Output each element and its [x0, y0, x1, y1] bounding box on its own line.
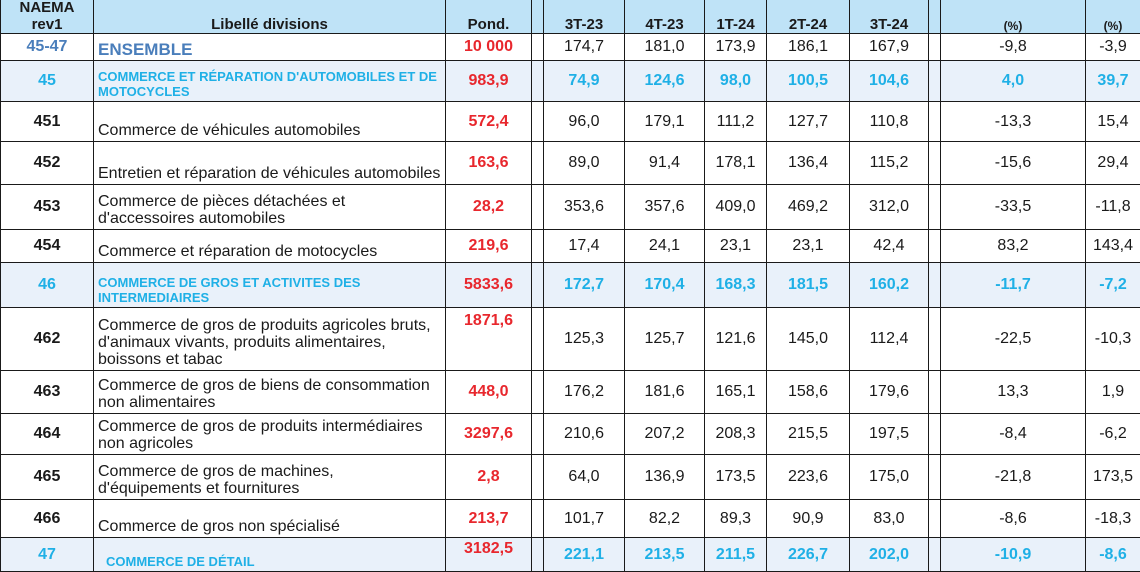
row-code: 452	[1, 142, 94, 185]
row-label: COMMERCE DE GROS ET ACTIVITES DES INTERMEDIAIRES	[94, 263, 446, 308]
row-label: ENSEMBLE	[94, 34, 446, 61]
row-var1: -8,4	[941, 414, 1086, 455]
gap-cell	[929, 455, 941, 500]
gap-cell	[929, 61, 941, 102]
row-label: Entretien et réparation de véhicules automobiles	[94, 142, 446, 185]
row-label: Commerce de gros de produits agricoles bruts, d'animaux vivants, produits alimentaires, boissons et tabac	[94, 308, 446, 371]
table-row	[1, 61, 1140, 102]
row-value: 469,2	[767, 185, 850, 230]
table-row	[1, 34, 1140, 61]
row-value: 127,7	[767, 102, 850, 142]
row-pond: 448,0	[446, 371, 532, 414]
header-pond: Pond.	[446, 0, 532, 34]
row-value: 101,7	[544, 500, 625, 538]
row-value: 223,6	[767, 455, 850, 500]
row-value: 174,7	[544, 34, 625, 61]
table-row	[1, 230, 1140, 263]
row-value: 179,1	[625, 102, 705, 142]
row-label: Commerce de gros non spécialisé	[94, 500, 446, 538]
row-var1: -22,5	[941, 308, 1086, 371]
header-var1: (%)	[941, 0, 1086, 34]
row-var2: -18,3	[1086, 500, 1140, 538]
header-code: NAEMA rev1	[1, 0, 94, 34]
row-value: 121,6	[705, 308, 767, 371]
row-var1: -8,6	[941, 500, 1086, 538]
row-label: Commerce de gros de biens de consommation non alimentaires	[94, 371, 446, 414]
row-var2: 15,4	[1086, 102, 1140, 142]
gap-cell	[532, 61, 544, 102]
gap-cell	[532, 414, 544, 455]
row-code: 45-47	[1, 34, 94, 61]
gap-cell	[532, 500, 544, 538]
row-pond: 572,4	[446, 102, 532, 142]
row-value: 136,4	[767, 142, 850, 185]
gap-cell	[532, 371, 544, 414]
row-value: 357,6	[625, 185, 705, 230]
row-pond: 1871,6	[446, 308, 532, 371]
row-value: 181,6	[625, 371, 705, 414]
row-value: 202,0	[850, 538, 929, 572]
table-row	[1, 185, 1140, 230]
gap-cell	[929, 230, 941, 263]
gap-cell	[532, 308, 544, 371]
row-var2: -10,3	[1086, 308, 1140, 371]
header-gap	[929, 0, 941, 34]
row-var2: 173,5	[1086, 455, 1140, 500]
row-value: 181,0	[625, 34, 705, 61]
row-value: 83,0	[850, 500, 929, 538]
row-value: 124,6	[625, 61, 705, 102]
row-code: 463	[1, 371, 94, 414]
row-value: 208,3	[705, 414, 767, 455]
header-q2: 4T-23	[625, 0, 705, 34]
row-value: 165,1	[705, 371, 767, 414]
row-value: 167,9	[850, 34, 929, 61]
row-value: 125,7	[625, 308, 705, 371]
row-var1: 4,0	[941, 61, 1086, 102]
row-code: 453	[1, 185, 94, 230]
gap-cell	[929, 414, 941, 455]
row-var2: -3,9	[1086, 34, 1140, 61]
row-var1: -15,6	[941, 142, 1086, 185]
row-var2: 143,4	[1086, 230, 1140, 263]
row-value: 175,0	[850, 455, 929, 500]
row-value: 221,1	[544, 538, 625, 572]
row-value: 312,0	[850, 185, 929, 230]
row-value: 158,6	[767, 371, 850, 414]
gap-cell	[929, 102, 941, 142]
gap-cell	[532, 142, 544, 185]
header-q1: 3T-23	[544, 0, 625, 34]
row-var2: -7,2	[1086, 263, 1140, 308]
row-var1: -13,3	[941, 102, 1086, 142]
header-q3: 1T-24	[705, 0, 767, 34]
row-value: 178,1	[705, 142, 767, 185]
row-var2: -8,6	[1086, 538, 1140, 572]
row-code: 451	[1, 102, 94, 142]
row-code: 454	[1, 230, 94, 263]
header-label: Libellé divisions	[94, 0, 446, 34]
row-var1: -11,7	[941, 263, 1086, 308]
row-var1: 13,3	[941, 371, 1086, 414]
row-pond: 5833,6	[446, 263, 532, 308]
row-value: 215,5	[767, 414, 850, 455]
row-value: 23,1	[767, 230, 850, 263]
row-var1: 83,2	[941, 230, 1086, 263]
row-value: 176,2	[544, 371, 625, 414]
table-row	[1, 308, 1140, 371]
header-var2: (%)	[1086, 0, 1140, 34]
row-value: 89,3	[705, 500, 767, 538]
row-label: Commerce et réparation de motocycles	[94, 230, 446, 263]
gap-cell	[929, 142, 941, 185]
row-value: 111,2	[705, 102, 767, 142]
row-var1: -10,9	[941, 538, 1086, 572]
row-value: 213,5	[625, 538, 705, 572]
row-value: 23,1	[705, 230, 767, 263]
header-q5: 3T-24	[850, 0, 929, 34]
row-pond: 213,7	[446, 500, 532, 538]
row-pond: 28,2	[446, 185, 532, 230]
table-row	[1, 102, 1140, 142]
gap-cell	[532, 263, 544, 308]
row-value: 160,2	[850, 263, 929, 308]
table-row	[1, 263, 1140, 308]
row-var2: -11,8	[1086, 185, 1140, 230]
row-value: 136,9	[625, 455, 705, 500]
header-gap	[532, 0, 544, 34]
row-var2: 29,4	[1086, 142, 1140, 185]
row-value: 24,1	[625, 230, 705, 263]
row-label: Commerce de véhicules automobiles	[94, 102, 446, 142]
row-value: 179,6	[850, 371, 929, 414]
row-value: 104,6	[850, 61, 929, 102]
row-label: COMMERCE ET RÉPARATION D'AUTOMOBILES ET DE MOTOCYCLES	[94, 61, 446, 102]
row-label: COMMERCE DE DÉTAIL	[94, 538, 446, 572]
row-value: 42,4	[850, 230, 929, 263]
row-value: 112,4	[850, 308, 929, 371]
row-pond: 3297,6	[446, 414, 532, 455]
row-var2: 39,7	[1086, 61, 1140, 102]
table-row	[1, 371, 1140, 414]
row-value: 90,9	[767, 500, 850, 538]
table-row	[1, 414, 1140, 455]
gap-cell	[929, 500, 941, 538]
row-pond: 3182,5	[446, 538, 532, 572]
row-pond: 983,9	[446, 61, 532, 102]
header-q4: 2T-24	[767, 0, 850, 34]
row-code: 46	[1, 263, 94, 308]
row-pond: 2,8	[446, 455, 532, 500]
row-code: 462	[1, 308, 94, 371]
row-value: 186,1	[767, 34, 850, 61]
row-var1: -9,8	[941, 34, 1086, 61]
row-value: 89,0	[544, 142, 625, 185]
row-value: 74,9	[544, 61, 625, 102]
row-value: 181,5	[767, 263, 850, 308]
row-value: 125,3	[544, 308, 625, 371]
row-value: 409,0	[705, 185, 767, 230]
row-var2: -6,2	[1086, 414, 1140, 455]
row-value: 207,2	[625, 414, 705, 455]
gap-cell	[929, 308, 941, 371]
row-code: 45	[1, 61, 94, 102]
row-value: 170,4	[625, 263, 705, 308]
gap-cell	[929, 371, 941, 414]
row-var2: 1,9	[1086, 371, 1140, 414]
gap-cell	[532, 34, 544, 61]
row-value: 168,3	[705, 263, 767, 308]
gap-cell	[929, 263, 941, 308]
gap-cell	[532, 185, 544, 230]
row-code: 466	[1, 500, 94, 538]
row-value: 210,6	[544, 414, 625, 455]
row-value: 96,0	[544, 102, 625, 142]
gap-cell	[929, 538, 941, 572]
row-value: 173,9	[705, 34, 767, 61]
row-value: 98,0	[705, 61, 767, 102]
gap-cell	[929, 185, 941, 230]
row-value: 100,5	[767, 61, 850, 102]
header-row	[1, 0, 1140, 34]
table-row	[1, 142, 1140, 185]
table-row	[1, 455, 1140, 500]
row-value: 172,7	[544, 263, 625, 308]
row-value: 197,5	[850, 414, 929, 455]
row-value: 115,2	[850, 142, 929, 185]
row-label: Commerce de gros de machines, d'équipements et fournitures	[94, 455, 446, 500]
row-value: 353,6	[544, 185, 625, 230]
row-label: Commerce de pièces détachées et d'accessoires automobiles	[94, 185, 446, 230]
row-code: 464	[1, 414, 94, 455]
row-var1: -33,5	[941, 185, 1086, 230]
row-value: 17,4	[544, 230, 625, 263]
gap-cell	[532, 538, 544, 572]
row-code: 465	[1, 455, 94, 500]
row-value: 173,5	[705, 455, 767, 500]
row-value: 91,4	[625, 142, 705, 185]
row-value: 211,5	[705, 538, 767, 572]
row-value: 82,2	[625, 500, 705, 538]
row-pond: 219,6	[446, 230, 532, 263]
row-code: 47	[1, 538, 94, 572]
row-var1: -21,8	[941, 455, 1086, 500]
row-value: 110,8	[850, 102, 929, 142]
row-value: 145,0	[767, 308, 850, 371]
gap-cell	[532, 230, 544, 263]
row-pond: 10 000	[446, 34, 532, 61]
gap-cell	[532, 455, 544, 500]
row-value: 64,0	[544, 455, 625, 500]
row-pond: 163,6	[446, 142, 532, 185]
table-row	[1, 500, 1140, 538]
gap-cell	[929, 34, 941, 61]
row-value: 226,7	[767, 538, 850, 572]
row-label: Commerce de gros de produits intermédiaires non agricoles	[94, 414, 446, 455]
table-row	[1, 538, 1140, 572]
gap-cell	[532, 102, 544, 142]
